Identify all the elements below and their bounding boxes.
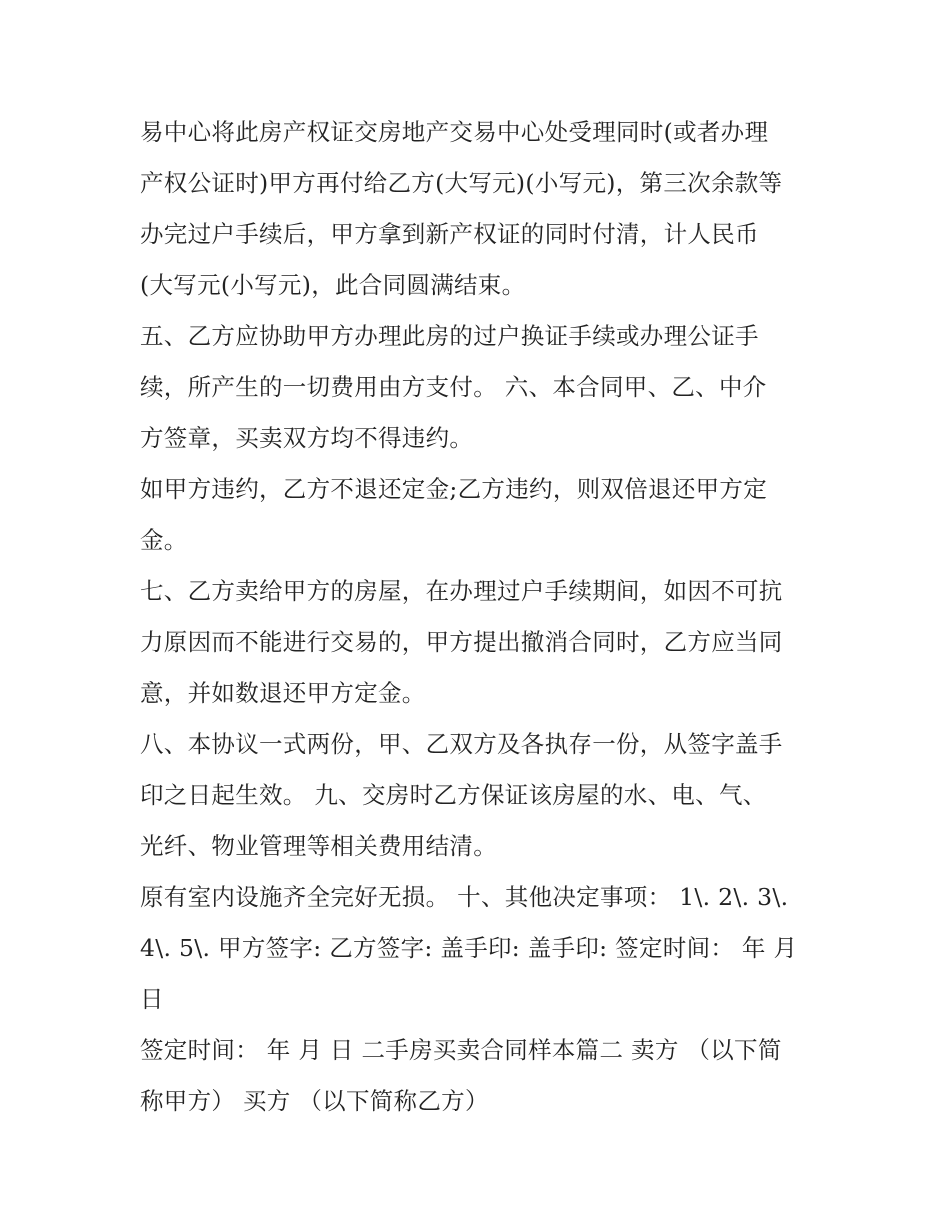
text-line-13: 八、本协议一式两份，甲、乙双方及各执存一份，从签字盖手 <box>140 730 783 758</box>
text-line-5: 五、乙方应协助甲方办理此房的过户换证手续或办理公证手 <box>140 322 759 350</box>
text-line-20: 称甲方） 买方 （以下简称乙方） <box>140 1087 489 1115</box>
text-line-18: 日 <box>140 985 164 1013</box>
text-line-8: 如甲方违约，乙方不退还定金;乙方违约，则双倍退还甲方定 <box>140 475 768 503</box>
text-line-10: 七、乙方卖给甲方的房屋，在办理过户手续期间，如因不可抗 <box>140 577 783 605</box>
text-line-4: (大写元(小写元)，此合同圆满结束。 <box>140 271 526 299</box>
text-line-1: 易中心将此房产权证交房地产交易中心处受理同时(或者办理 <box>140 118 769 146</box>
text-line-15: 光纤、物业管理等相关费用结清。 <box>140 832 497 860</box>
text-line-7: 方签章，买卖双方均不得违约。 <box>140 424 474 452</box>
text-line-9: 金。 <box>140 526 188 554</box>
text-line-6: 续，所产生的一切费用由方支付。 六、本合同甲、乙、中介 <box>140 373 767 401</box>
text-line-16: 原有室内设施齐全完好无损。 十、其他决定事项： 1\. 2\. 3\. <box>140 883 789 911</box>
document-body <box>140 107 815 1127</box>
text-line-17: 4\. 5\. 甲方签字: 乙方签字: 盖手印: 盖手印: 签定时间： 年 月 <box>140 934 798 962</box>
text-line-14: 印之日起生效。 九、交房时乙方保证该房屋的水、电、气、 <box>140 781 767 809</box>
text-line-12: 意，并如数退还甲方定金。 <box>140 679 426 707</box>
text-line-3: 办完过户手续后，甲方拿到新产权证的同时付清，计人民币 <box>140 220 759 248</box>
text-line-19: 签定时间： 年 月 日 二手房买卖合同样本篇二 卖方 （以下简 <box>140 1036 782 1064</box>
text-line-2: 产权公证时)甲方再付给乙方(大写元)(小写元)，第三次余款等 <box>140 169 783 197</box>
text-line-11: 力原因而不能进行交易的，甲方提出撤消合同时，乙方应当同 <box>140 628 783 656</box>
